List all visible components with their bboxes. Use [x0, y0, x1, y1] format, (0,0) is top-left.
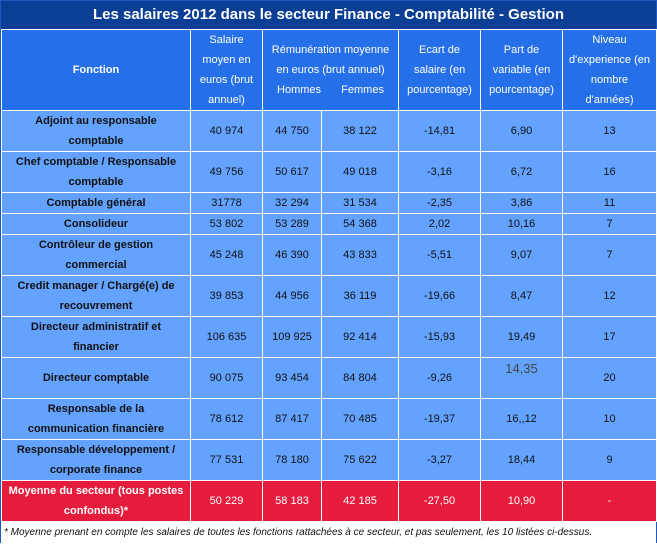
row-variable: 8,47 — [481, 276, 563, 317]
table-row — [2, 193, 657, 214]
row-variable: 3,86 — [481, 193, 563, 214]
row-variable: 18,44 — [481, 440, 563, 481]
row-femmes: 49 018 — [322, 152, 399, 193]
row-experience: 17 — [563, 317, 657, 358]
header-row — [2, 30, 657, 111]
row-salaire: 78 612 — [191, 399, 263, 440]
row-fonction: Directeur administratif et financier — [2, 317, 191, 358]
row-fonction: Comptable général — [2, 193, 191, 214]
row-ecart: -5,51 — [399, 235, 481, 276]
header-gender-subheaders — [267, 80, 394, 100]
row-femmes: 54 368 — [322, 214, 399, 235]
average-fonction: Moyenne du secteur (tous postes confondus)* — [2, 481, 191, 522]
row-femmes: 92 414 — [322, 317, 399, 358]
row-experience: 11 — [563, 193, 657, 214]
row-ecart: -15,93 — [399, 317, 481, 358]
average-experience: - — [563, 481, 657, 522]
row-fonction: Directeur comptable — [2, 358, 191, 399]
header-remuneration-label: Rémunération moyenne en euros (brut annuel) — [271, 44, 390, 76]
row-ecart: -19,37 — [399, 399, 481, 440]
row-experience: 12 — [563, 276, 657, 317]
row-variable — [481, 358, 563, 399]
row-hommes: 78 180 — [263, 440, 322, 481]
average-variable: 10,90 — [481, 481, 563, 522]
row-experience: 10 — [563, 399, 657, 440]
row-ecart: -2,35 — [399, 193, 481, 214]
row-femmes: 70 485 — [322, 399, 399, 440]
row-hommes: 93 454 — [263, 358, 322, 399]
row-salaire: 77 531 — [191, 440, 263, 481]
header-salaire-moyen: Salaire moyen en euros (brut annuel) — [191, 30, 263, 111]
row-salaire: 49 756 — [191, 152, 263, 193]
row-ecart: 2,02 — [399, 214, 481, 235]
row-ecart: -9,26 — [399, 358, 481, 399]
row-salaire: 40 974 — [191, 111, 263, 152]
header-remuneration — [263, 30, 399, 111]
header-part-variable: Part de variable (en pourcentage) — [481, 30, 563, 111]
average-salaire: 50 229 — [191, 481, 263, 522]
row-experience: 9 — [563, 440, 657, 481]
row-experience: 7 — [563, 214, 657, 235]
row-salaire: 31778 — [191, 193, 263, 214]
table-row — [2, 399, 657, 440]
row-experience: 20 — [563, 358, 657, 399]
row-variable: 19,49 — [481, 317, 563, 358]
header-femmes: Femmes — [341, 84, 384, 96]
row-hommes: 32 294 — [263, 193, 322, 214]
footnote: * Moyenne prenant en compte les salaires de toutes les fonctions rattachées à ce secteur, et pas seulement, les 10 listées ci-dessus. — [1, 522, 656, 544]
table-row — [2, 276, 657, 317]
row-femmes: 43 833 — [322, 235, 399, 276]
row-femmes: 38 122 — [322, 111, 399, 152]
row-fonction: Consolideur — [2, 214, 191, 235]
row-hommes: 44 750 — [263, 111, 322, 152]
row-femmes: 75 622 — [322, 440, 399, 481]
table-row — [2, 440, 657, 481]
salary-table — [1, 29, 657, 522]
row-fonction: Chef comptable / Responsable comptable — [2, 152, 191, 193]
row-experience: 13 — [563, 111, 657, 152]
row-variable: 6,72 — [481, 152, 563, 193]
row-femmes: 36 119 — [322, 276, 399, 317]
table-row — [2, 358, 657, 399]
average-femmes: 42 185 — [322, 481, 399, 522]
row-fonction: Responsable développement / corporate finance — [2, 440, 191, 481]
row-hommes: 46 390 — [263, 235, 322, 276]
table-title: Les salaires 2012 dans le secteur Finance - Comptabilité - Gestion — [1, 1, 656, 29]
row-experience: 7 — [563, 235, 657, 276]
row-variable-value: 14,35 — [505, 360, 538, 376]
row-fonction: Contrôleur de gestion commercial — [2, 235, 191, 276]
header-fonction: Fonction — [2, 30, 191, 111]
table-row — [2, 317, 657, 358]
table-row — [2, 111, 657, 152]
row-variable: 16,,12 — [481, 399, 563, 440]
row-salaire: 90 075 — [191, 358, 263, 399]
row-salaire: 106 635 — [191, 317, 263, 358]
table-row — [2, 152, 657, 193]
row-variable: 10,16 — [481, 214, 563, 235]
row-ecart: -14,81 — [399, 111, 481, 152]
row-hommes: 44 956 — [263, 276, 322, 317]
row-salaire: 39 853 — [191, 276, 263, 317]
row-hommes: 87 417 — [263, 399, 322, 440]
table-row — [2, 235, 657, 276]
row-salaire: 45 248 — [191, 235, 263, 276]
row-fonction: Adjoint au responsable comptable — [2, 111, 191, 152]
row-experience: 16 — [563, 152, 657, 193]
header-niveau: Niveau d'experience (en nombre d'années) — [563, 30, 657, 111]
row-variable: 9,07 — [481, 235, 563, 276]
row-fonction: Credit manager / Chargé(e) de recouvrement — [2, 276, 191, 317]
average-hommes: 58 183 — [263, 481, 322, 522]
table-row — [2, 214, 657, 235]
average-row — [2, 481, 657, 522]
row-fonction: Responsable de la communication financière — [2, 399, 191, 440]
row-femmes: 84 804 — [322, 358, 399, 399]
row-salaire: 53 802 — [191, 214, 263, 235]
row-ecart: -3,16 — [399, 152, 481, 193]
row-variable: 6,90 — [481, 111, 563, 152]
header-hommes: Hommes — [277, 84, 322, 96]
average-ecart: -27,50 — [399, 481, 481, 522]
row-hommes: 50 617 — [263, 152, 322, 193]
row-ecart: -3,27 — [399, 440, 481, 481]
row-ecart: -19,66 — [399, 276, 481, 317]
row-hommes: 53 289 — [263, 214, 322, 235]
header-ecart: Ecart de salaire (en pourcentage) — [399, 30, 481, 111]
row-hommes: 109 925 — [263, 317, 322, 358]
row-femmes: 31 534 — [322, 193, 399, 214]
